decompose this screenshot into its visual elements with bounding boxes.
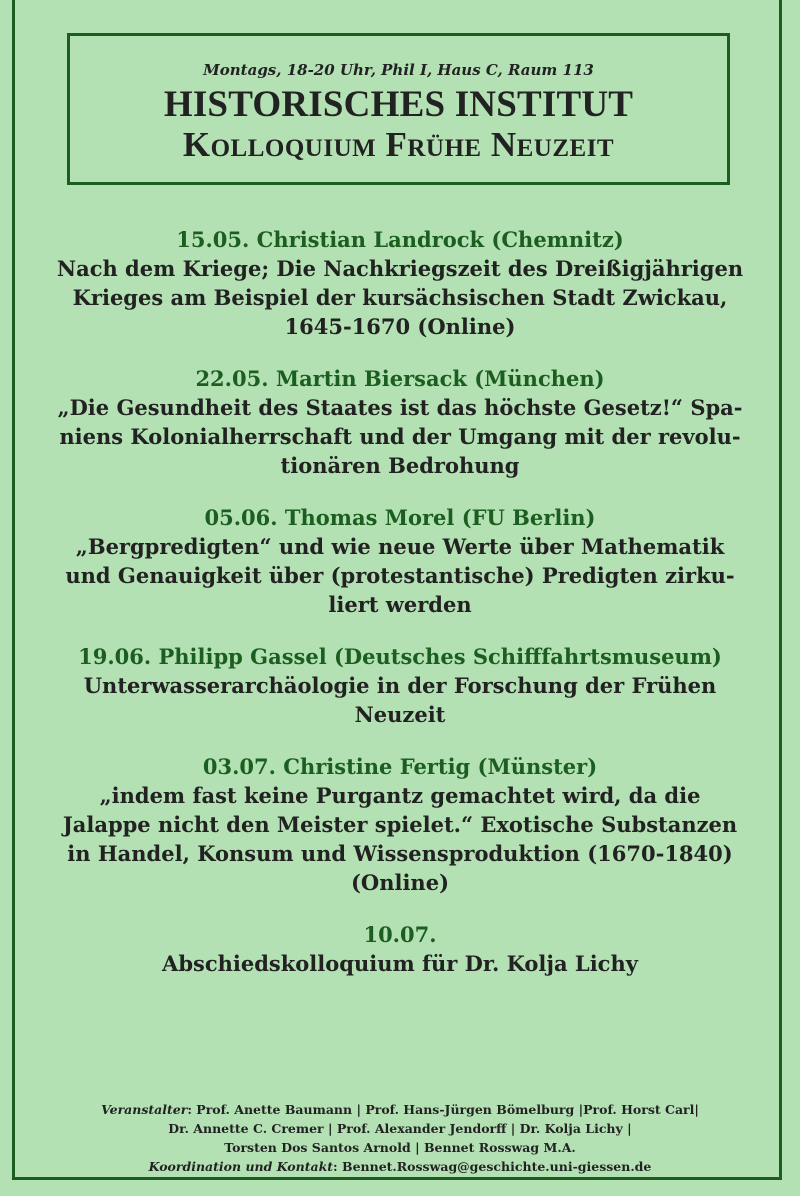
footer: [14, 1100, 786, 1176]
talk-speaker: 15.05. Christian Landrock (Chemnitz): [176, 227, 624, 252]
topic-line: Abschiedskolloquium für Dr. Kolja Lichy: [162, 951, 638, 976]
talk-topic: [14, 393, 786, 480]
topic-line: 1645-1670 (Online): [284, 314, 516, 339]
contact-line: [14, 1157, 786, 1176]
talk-speaker: 22.05. Martin Biersack (München): [195, 366, 605, 391]
talk-speaker: 19.06. Philipp Gassel (Deutsches Schifffahrtsmuseum): [78, 644, 722, 669]
organizers-line: Torsten Dos Santos Arnold | Bennet Rosswag M.A.: [224, 1140, 576, 1155]
schedule-info: Montags, 18-20 Uhr, Phil I, Haus C, Raum 113: [203, 61, 594, 79]
topic-line: Nach dem Kriege; Die Nachkriegszeit des Dreißigjährigen: [56, 256, 744, 281]
talk-item: [14, 225, 786, 341]
talk-item: [14, 642, 786, 729]
organizers-line: Dr. Annette C. Cremer | Prof. Alexander Jendorff | Dr. Kolja Lichy |: [168, 1121, 632, 1136]
talk-item: [14, 920, 786, 978]
topic-line: in Handel, Konsum und Wissensproduktion (1670-1840): [67, 841, 733, 866]
topic-line: und Genauigkeit über (protestantische) Predigten zirku-: [65, 563, 735, 588]
topic-line: Neuzeit: [354, 702, 446, 727]
talk-item: [14, 752, 786, 897]
header-box: [67, 33, 730, 185]
topic-line: „Die Gesundheit des Staates ist das höchste Gesetz!“ Spa-: [57, 395, 743, 420]
talk-speaker: 05.06. Thomas Morel (FU Berlin): [204, 505, 596, 530]
talk-topic: [14, 254, 786, 341]
talk-topic: [14, 949, 786, 978]
topic-line: Jalappe nicht den Meister spielet.“ Exotische Substanzen: [62, 812, 738, 837]
talk-list: [14, 225, 786, 1001]
topic-line: Krieges am Beispiel der kursächsischen Stadt Zwickau,: [72, 285, 728, 310]
talk-topic: [14, 781, 786, 897]
organizers-names: : Prof. Anette Baumann | Prof. Hans-Jürgen Bömelburg |Prof. Horst Carl|: [187, 1102, 699, 1117]
topic-line: liert werden: [328, 592, 472, 617]
talk-topic: [14, 532, 786, 619]
topic-line: Unterwasserarchäologie in der Forschung der Frühen: [83, 673, 717, 698]
topic-line: „Bergpredigten“ und wie neue Werte über Mathematik: [75, 534, 725, 559]
talk-item: [14, 503, 786, 619]
topic-line: „indem fast keine Purgantz gemachtet wird, da die: [99, 783, 701, 808]
contact-email: : Bennet.Rosswag@geschichte.uni-giessen.de: [333, 1159, 652, 1174]
topic-line: niens Kolonialherrschaft und der Umgang mit der revolu-: [59, 424, 741, 449]
topic-line: (Online): [350, 870, 450, 895]
colloquium-title: Kolloquium Frühe Neuzeit: [182, 125, 615, 164]
institute-title: HISTORISCHES INSTITUT: [163, 84, 634, 125]
contact-label: Koordination und Kontakt: [148, 1159, 334, 1174]
talk-topic: [14, 671, 786, 729]
talk-speaker: 10.07.: [363, 922, 437, 947]
talk-item: [14, 364, 786, 480]
organizers-line: [14, 1100, 786, 1119]
topic-line: tionären Bedrohung: [280, 453, 520, 478]
organizers-label: Veranstalter: [101, 1102, 188, 1117]
talk-speaker: 03.07. Christine Fertig (Münster): [202, 754, 598, 779]
